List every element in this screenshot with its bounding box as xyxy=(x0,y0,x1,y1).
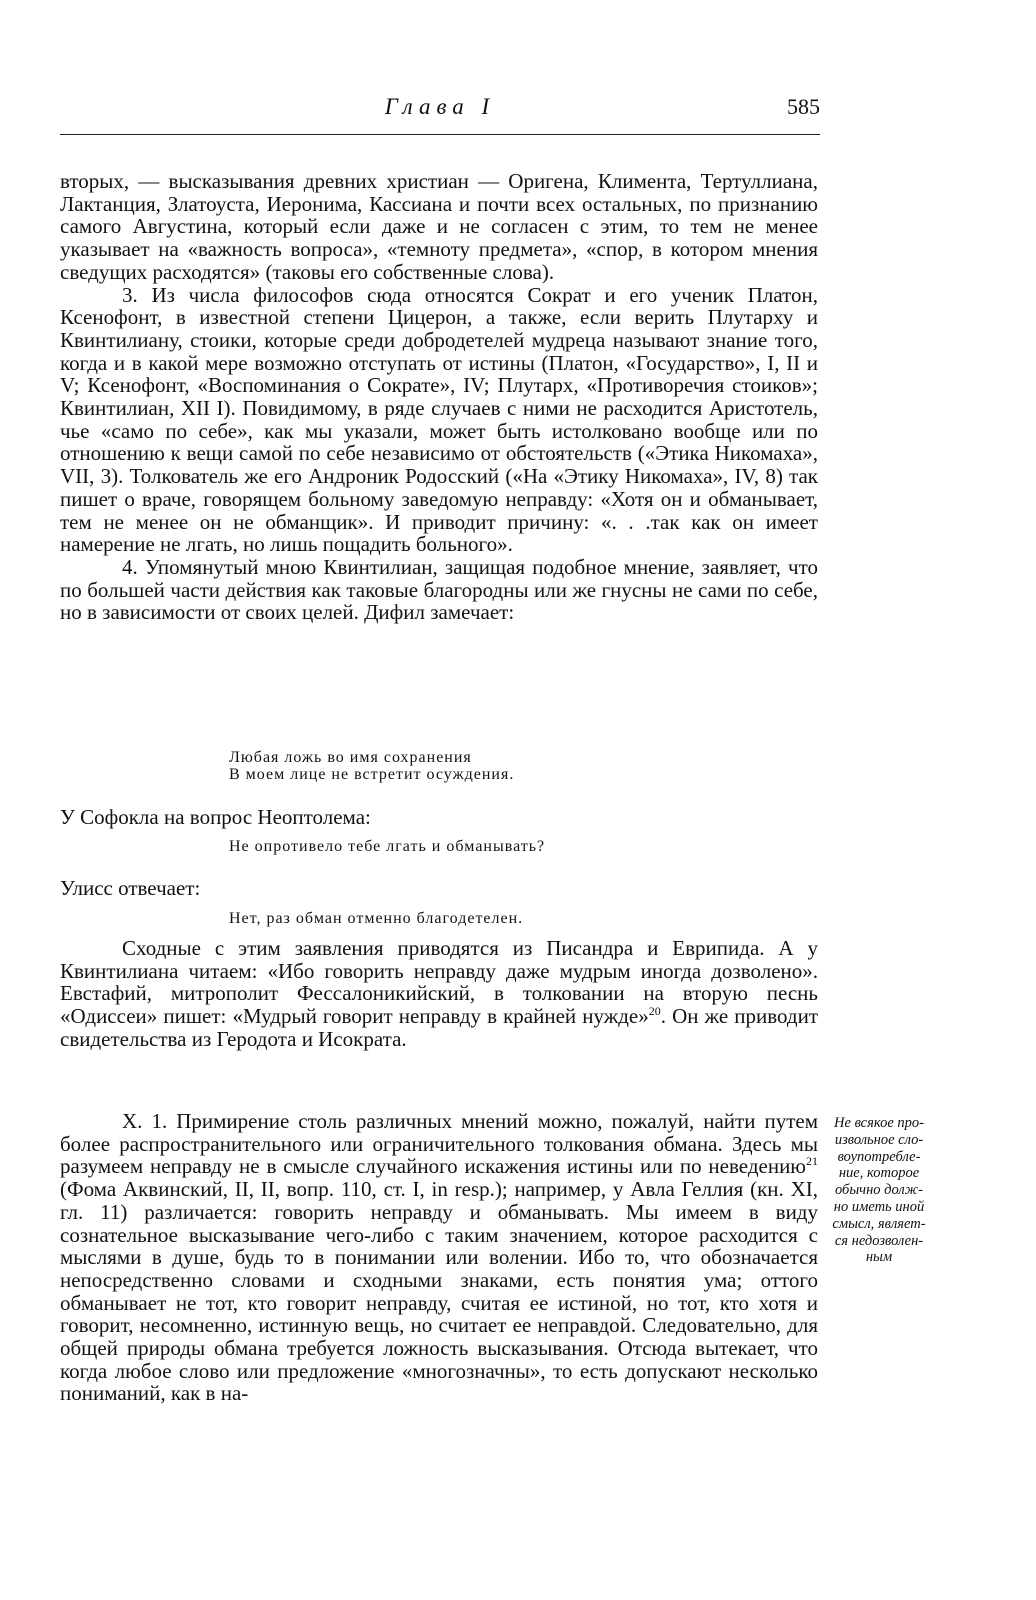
margin-note-line: обычно долж- xyxy=(834,1182,924,1199)
paragraph xyxy=(60,1110,818,1405)
body-text-block-3 xyxy=(60,1110,818,1405)
verse-line: Не опротивело тебе лгать и обманывать? xyxy=(229,838,546,855)
margin-note-line: ние, которое xyxy=(838,1165,920,1182)
paragraph: 3. Из числа философов сюда относятся Сократ и его ученик Платон, Ксенофонт, в известной степени Цицерон, а также, если верить Плутарху и Квинтилиану, стоики, которые среди добродетелей мудреца называют знание того, когда и в какой мере возможно отступать от истины (Платон, «Государство», I, II и V; Ксенофонт, «Воспоминания о Сократе», IV; Плутарх, «Противоречия стоиков»; Квинтилиан, XII I). Повидимому, в ряде случаев с ними не расходится Аристотель, чье «само по себе», как мы указали, может быть истолковано вообще или по отношению к вещи самой по себе независимо от обстоятельств («Этика Никомаха», VII, 3). Толкователь же его Андроник Родосский («На «Этику Никомаха», IV, 8) так пишет о враче, говорящем больному заведомую неправду: «Хотя он и обманывает, тем не менее он не обманщик». И приводит причину: «. . .так как он имеет намерение не лгать, но лишь пощадить больного». xyxy=(60,282,818,557)
verse-quotation-ulysses xyxy=(229,910,809,927)
footnote-reference: 20 xyxy=(648,1004,661,1019)
body-text-block-1 xyxy=(60,170,818,624)
verse-quotation-neoptolemus xyxy=(229,838,809,855)
margin-note-line: ся недозволен- xyxy=(834,1232,924,1249)
body-text-block-2 xyxy=(60,937,818,1051)
lead-in-line: Улисс отвечает: xyxy=(60,876,201,900)
margin-note xyxy=(820,1115,938,1266)
lead-in-line: У Софокла на вопрос Неоптолема: xyxy=(60,805,371,829)
margin-note-line: ным xyxy=(865,1249,893,1266)
verse-quotation-diphilus xyxy=(229,749,809,783)
margin-note-line: смысл, являет- xyxy=(832,1215,926,1232)
running-head xyxy=(60,94,820,135)
paragraph xyxy=(60,937,818,1051)
running-title: Глава I xyxy=(384,94,496,119)
paragraph-text: . Он же приводит свидетельства из Геродота и Исократа. xyxy=(60,1004,819,1051)
margin-note-line: извольное сло- xyxy=(834,1131,924,1148)
page-number: 585 xyxy=(787,94,820,119)
paragraph: вторых, — высказывания древних христиан — Оригена, Климента, Тертуллиана, Лактанция, Златоуста, Иеронима, Кассиана и почти всех остальных, по признанию самого Августина, который если даже и не согласен с этим, то тем не менее указывает на «важность вопроса», «темноту предмета», «спор, в котором мнения сведущих расходятся» (таковы его собственные слова). xyxy=(60,169,818,284)
margin-note-line: воупотребле- xyxy=(837,1148,921,1165)
margin-note-line: но иметь иной xyxy=(833,1198,925,1215)
paragraph: 4. Упомянутый мною Квинтилиан, защищая подобное мнение, заявляет, что по большей части действия как таковые благородны или же гнусны не сами по себе, но в зависимости от своих целей. Дифил замечает: xyxy=(60,554,818,625)
paragraph-text: X. 1. Примирение столь различных мнений можно, пожалуй, найти путем более распространительного или ограничительного толкования обмана. Здесь мы разумеем неправду не в смысле случайного искажения истины или по неведению xyxy=(60,1109,818,1179)
verse-line: В моем лице не встретит осуждения. xyxy=(229,766,515,783)
verse-line: Любая ложь во имя сохранения xyxy=(229,749,472,766)
verse-line: Нет, раз обман отменно благодетелен. xyxy=(229,910,524,927)
paragraph-text: Сходные с этим заявления приводятся из Писандра и Еврипида. А у Квинтилиана читаем: «Ибо говорить неправду даже мудрым иногда дозволено». Евстафий, митрополит Фессалоникийский, в толковании на вторую песнь «Одиссеи» пишет: «Мудрый говорит неправду в крайней нужде» xyxy=(60,936,818,1029)
margin-note-line: Не всякое про- xyxy=(834,1115,924,1131)
paragraph-text: (Фома Аквинский, II, II, вопр. 110, ст. I, in resp.); например, у Авла Геллия (кн. XI, гл. 11) различается: говорить неправду и обманывать. Мы имеем в виду сознательное высказывание чего-либо с таким значением, которое расходится с мыслями в душе, будь то в понимании или волении. Ибо то, что обозначается непосредственно словами и сходными знаками, есть понятия ума; оттого обманывает не тот, кто говорит неправду, считая ее истиной, но тот, кто хотя и говорит, несомненно, истинную вещь, но считает ее неправдой. Следовательно, для общей природы обмана требуется ложность высказывания. Отсюда вытекает, что когда любое слово или предложение «многозначны», то есть допускают несколько пониманий, как в на- xyxy=(60,1177,818,1406)
footnote-reference: 21 xyxy=(806,1154,818,1169)
